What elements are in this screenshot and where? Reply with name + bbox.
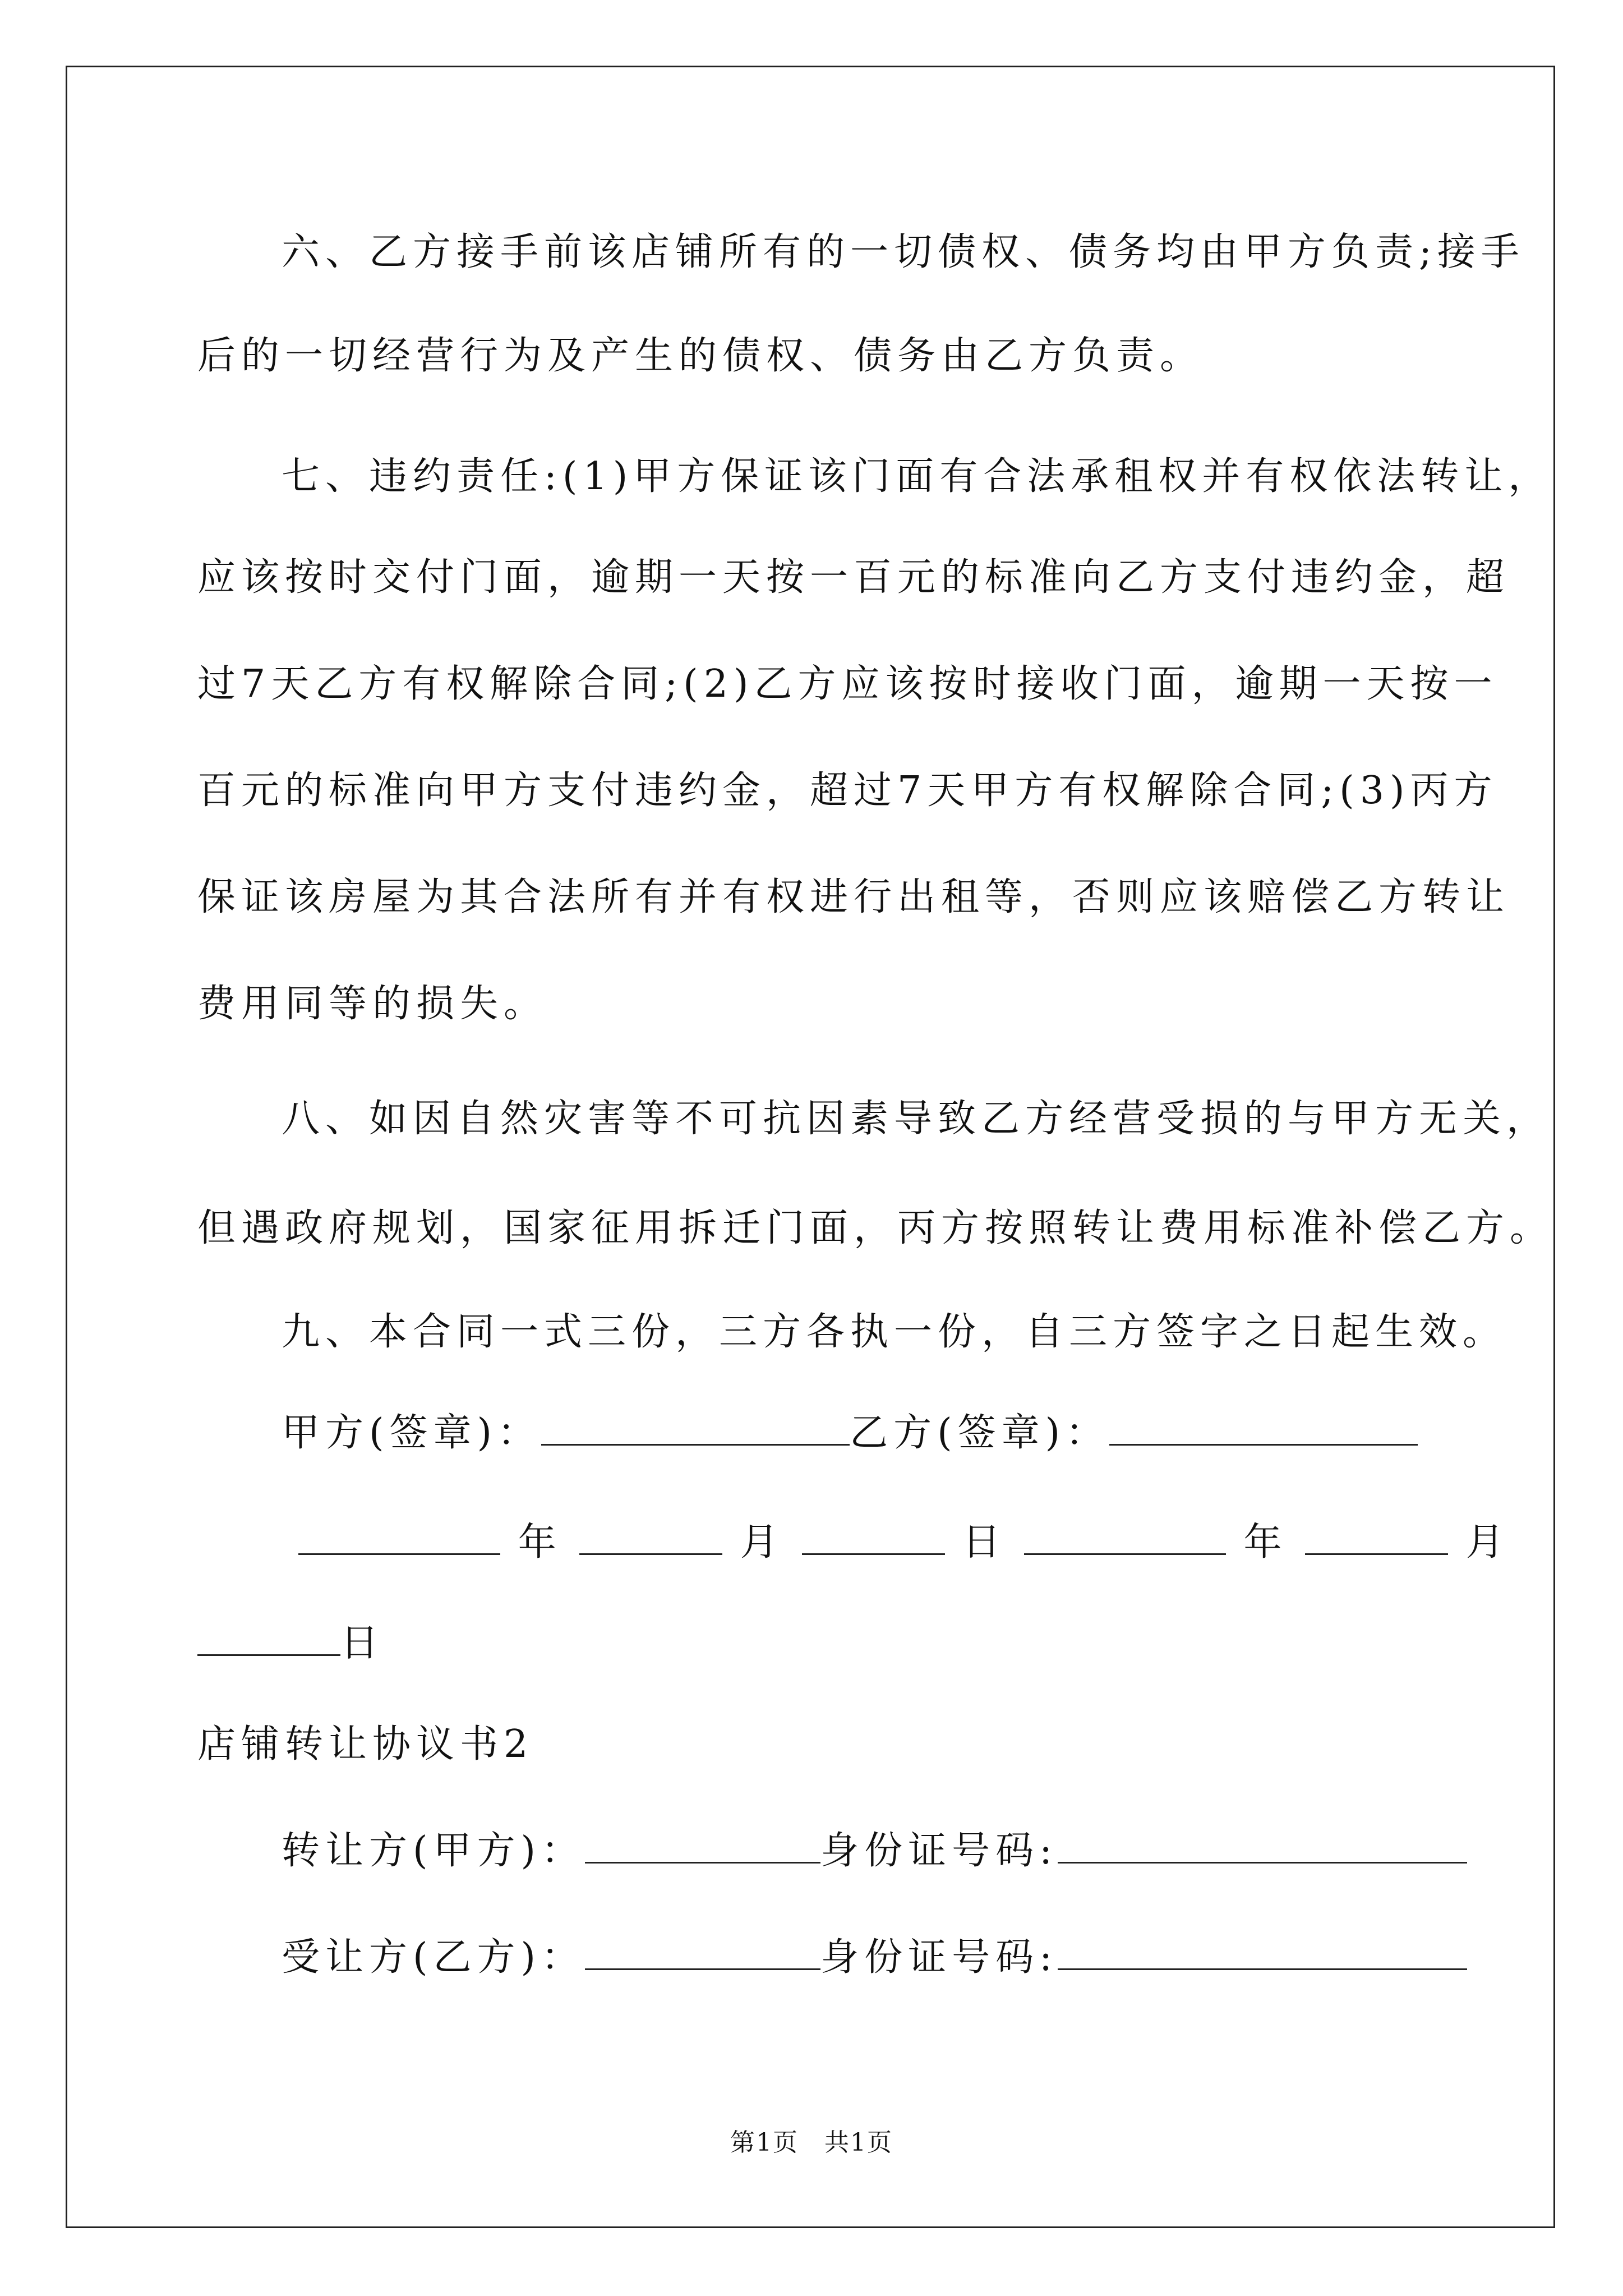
- party-b-signature-label: 乙方(签章)：: [850, 1411, 1110, 1455]
- party-b-signature-blank: [1109, 1410, 1418, 1446]
- transferee-name-blank: [585, 1935, 820, 1970]
- day-blank-b: [197, 1621, 340, 1656]
- clause-seven-line-4: 百元的标准向甲方支付违约金，超过7天甲方有权解除合同;(3)丙方: [197, 769, 1498, 813]
- day-label-b: 日: [340, 1621, 385, 1665]
- clause-eight-line-1: 八、如因自然灾害等不可抗因素导致乙方经营受损的与甲方无关，: [282, 1097, 1551, 1141]
- clause-seven-line-3: 过7天乙方有权解除合同;(2)乙方应该按时接收门面，逾期一天按一: [197, 662, 1498, 706]
- day-blank-a: [802, 1520, 945, 1555]
- month-label-a: 月: [740, 1520, 784, 1565]
- clause-six-line-1: 六、乙方接手前该店铺所有的一切债权、债务均由甲方负责;接手: [282, 230, 1525, 274]
- party-a-signature-label: 甲方(签章)：: [282, 1411, 542, 1455]
- clause-seven-line-5: 保证该房屋为其合法所有并有权进行出租等，否则应该赔偿乙方转让: [197, 875, 1510, 919]
- clause-six-line-2: 后的一切经营行为及产生的债权、债务由乙方负责。: [197, 334, 1204, 378]
- year-label-b: 年: [1243, 1520, 1288, 1565]
- transferee-row: [282, 1930, 1467, 1986]
- date-row: [298, 1515, 1510, 1571]
- year-blank-b: [1024, 1520, 1226, 1555]
- second-agreement-title: 店铺转让协议书2: [197, 1722, 534, 1766]
- transferor-name-blank: [585, 1828, 820, 1864]
- clause-eight-line-2: 但遇政府规划，国家征用拆迁门面，丙方按照转让费用标准补偿乙方。: [197, 1206, 1554, 1250]
- party-a-signature-blank: [541, 1410, 850, 1446]
- month-label-b: 月: [1465, 1520, 1510, 1565]
- month-blank-b: [1305, 1520, 1448, 1555]
- clause-seven-line-2: 应该按时交付门面，逾期一天按一百元的标准向乙方支付违约金，超: [197, 555, 1510, 600]
- transferee-id-blank: [1058, 1935, 1467, 1970]
- year-blank-a: [298, 1520, 500, 1555]
- month-blank-a: [579, 1520, 722, 1555]
- transferor-label: 转让方(甲方)：: [282, 1829, 585, 1873]
- day-row: [197, 1616, 384, 1672]
- clause-seven-line-1: 七、违约责任:(1)甲方保证该门面有合法承租权并有权依法转让，: [282, 454, 1552, 499]
- transferor-id-blank: [1058, 1828, 1467, 1864]
- year-label-a: 年: [518, 1520, 562, 1565]
- transferee-label: 受让方(乙方)：: [282, 1935, 585, 1980]
- clause-seven-line-6: 费用同等的损失。: [197, 982, 548, 1026]
- page-footer: 第1页 共1页: [730, 2128, 893, 2157]
- clause-nine-line-1: 九、本合同一式三份，三方各执一份，自三方签字之日起生效。: [282, 1310, 1507, 1354]
- transferor-id-label: 身份证号码:: [820, 1829, 1058, 1873]
- day-label-a: 日: [962, 1520, 1007, 1565]
- signature-row: [282, 1405, 1418, 1461]
- transferor-row: [282, 1823, 1467, 1879]
- transferee-id-label: 身份证号码:: [820, 1935, 1058, 1980]
